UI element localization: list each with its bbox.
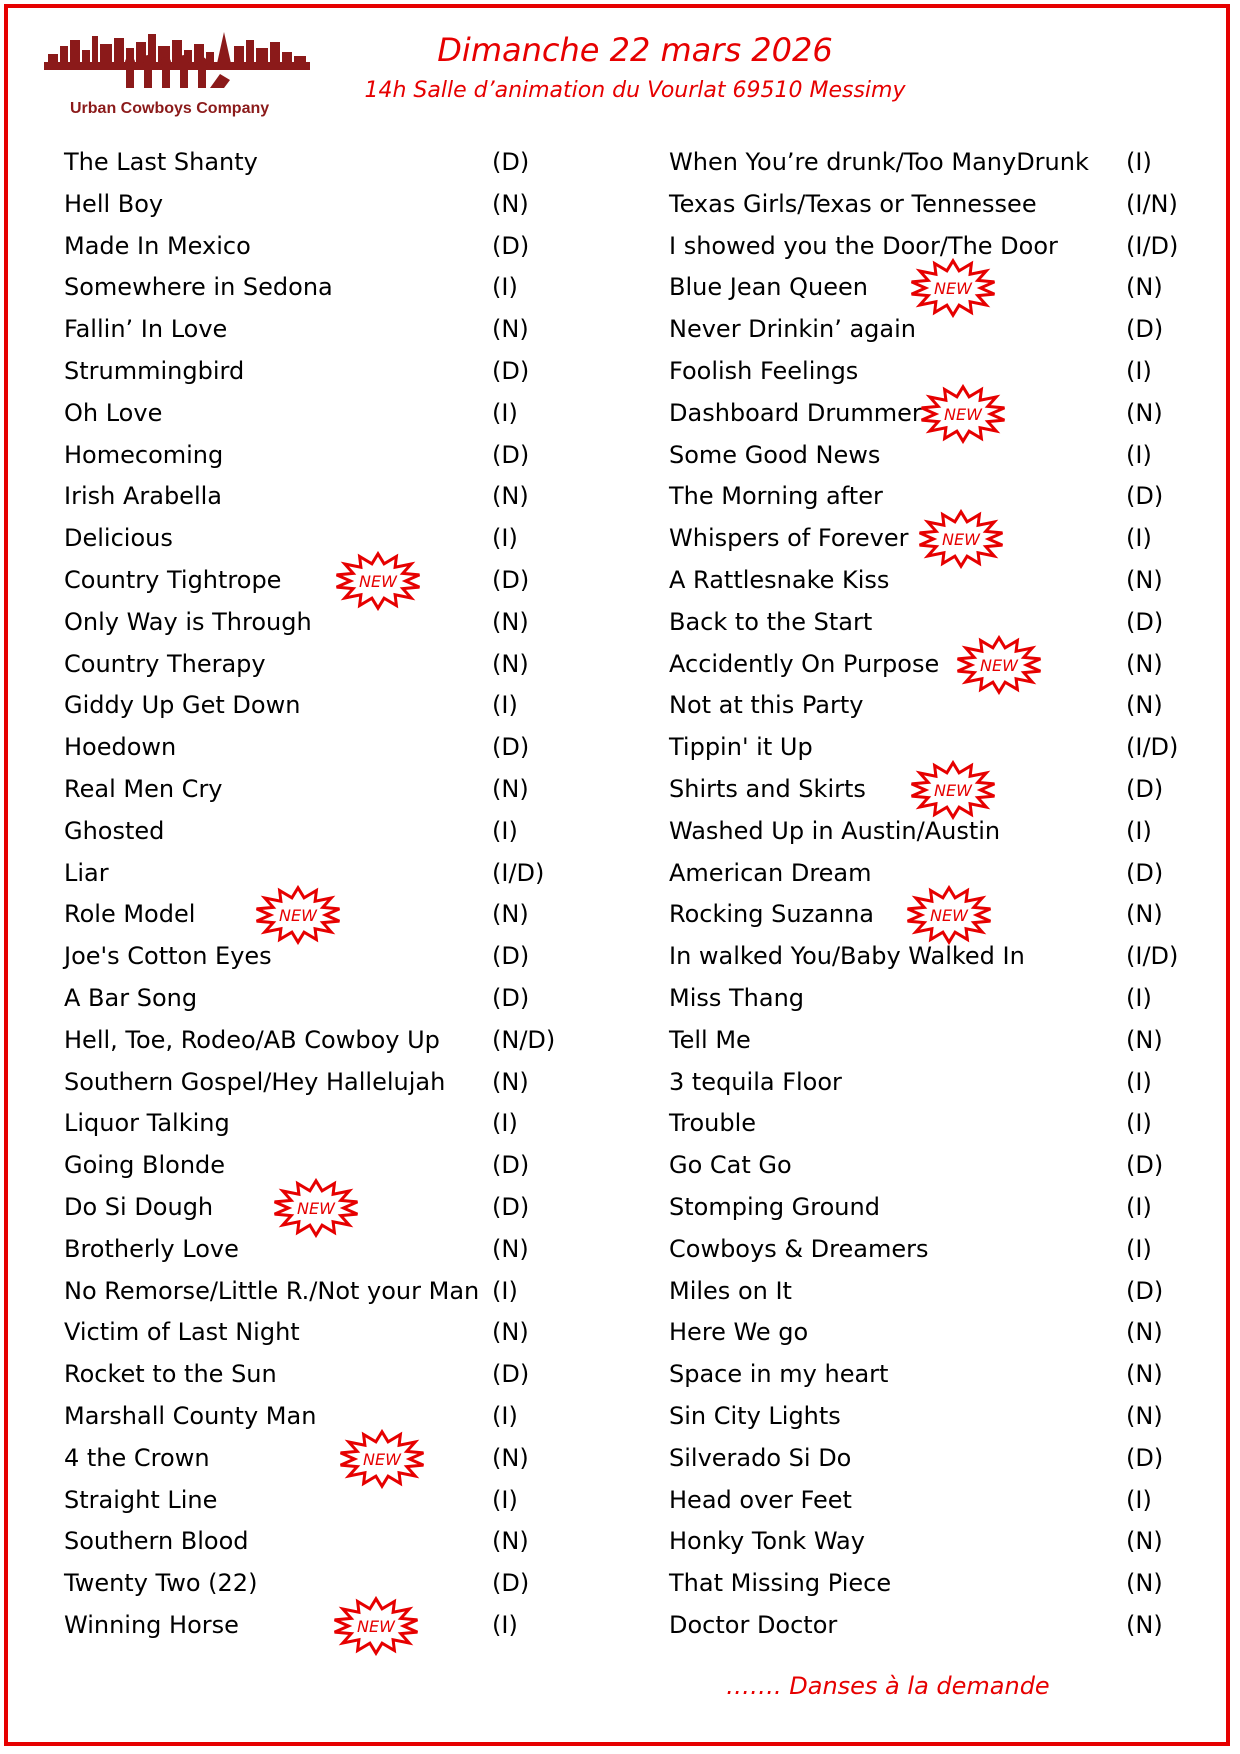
dance-row	[669, 978, 1209, 1020]
dance-level-code: (D)	[1126, 315, 1164, 344]
dance-level-code: (D)	[492, 440, 530, 469]
dance-row	[669, 309, 1209, 351]
dance-level-code: (D)	[1126, 607, 1164, 636]
dance-row	[669, 1271, 1209, 1313]
dance-level-code: (I)	[492, 1401, 518, 1430]
dance-level-code: (D)	[492, 733, 530, 762]
dance-name: Rocking Suzanna	[669, 900, 874, 929]
dance-level-code: (I)	[492, 1610, 518, 1639]
dance-name: Never Drinkin’ again	[669, 315, 916, 344]
dance-name: Washed Up in Austin/Austin	[669, 816, 1001, 845]
dance-name: Victim of Last Night	[64, 1318, 300, 1347]
dance-level-code: (N)	[492, 900, 529, 929]
dance-name: Liquor Talking	[64, 1109, 230, 1138]
dance-row	[64, 727, 584, 769]
dance-level-code: (N)	[1126, 565, 1163, 594]
new-badge-text: NEW	[930, 906, 968, 926]
dance-row	[669, 811, 1209, 853]
dance-row	[64, 1020, 584, 1062]
dance-name: Hoedown	[64, 733, 177, 762]
dance-name: A Bar Song	[64, 983, 198, 1012]
dance-row	[669, 644, 1209, 686]
dance-level-code: (I/N)	[1126, 189, 1178, 218]
dance-row	[64, 685, 584, 727]
dance-name: Strummingbird	[64, 356, 245, 385]
dance-row	[669, 685, 1209, 727]
dance-level-code: (N)	[492, 1234, 529, 1263]
dance-row	[64, 560, 584, 602]
dance-level-code: (I/D)	[1126, 942, 1179, 971]
dance-name: Joe's Cotton Eyes	[64, 942, 272, 971]
dance-name: Foolish Feelings	[669, 356, 859, 385]
new-badge-text: NEW	[357, 1616, 395, 1636]
dance-row	[669, 1563, 1209, 1605]
dance-level-code: (I)	[492, 1109, 518, 1138]
event-venue: 14h Salle d’animation du Vourlat 69510 Messimy	[364, 78, 906, 103]
dance-level-code: (I/D)	[1126, 733, 1179, 762]
dance-level-code: (D)	[492, 565, 530, 594]
dance-level-code: (D)	[492, 148, 530, 176]
dance-row	[669, 267, 1209, 309]
skyline-logo-icon	[44, 32, 310, 102]
dance-name: Rocket to the Sun	[64, 1360, 277, 1389]
dance-level-code: (N)	[1126, 1401, 1163, 1430]
dance-list-left	[64, 142, 584, 1647]
dance-level-code: (N)	[492, 607, 529, 636]
dance-name: Some Good News	[669, 440, 881, 469]
dance-row	[64, 267, 584, 309]
dance-name: Accidently On Purpose	[669, 649, 940, 678]
new-badge-text: NEW	[980, 655, 1018, 675]
dance-name: Here We go	[669, 1318, 809, 1347]
dance-name: Dashboard Drummer	[669, 398, 922, 427]
dance-row	[64, 142, 584, 184]
dance-name: Role Model	[64, 900, 196, 929]
dance-row	[64, 1312, 584, 1354]
dance-level-code: (I)	[492, 691, 518, 720]
dance-level-code: (I)	[1126, 1109, 1152, 1138]
dance-level-code: (N)	[1126, 273, 1163, 302]
dance-row	[64, 226, 584, 268]
dance-level-code: (D)	[1126, 482, 1164, 511]
dance-level-code: (D)	[492, 942, 530, 971]
new-badge-text: NEW	[934, 780, 972, 800]
dance-level-code: (I)	[1126, 524, 1152, 553]
event-date-title: Dimanche 22 mars 2026	[437, 31, 833, 69]
dance-level-code: (D)	[492, 1192, 530, 1221]
new-badge-text: NEW	[934, 279, 972, 299]
dance-level-code: (N)	[1126, 1610, 1163, 1639]
dance-name: Honky Tonk Way	[669, 1527, 865, 1556]
dance-row	[64, 1062, 584, 1104]
dance-level-code: (N)	[492, 189, 529, 218]
dance-level-code: (I)	[1126, 1067, 1152, 1096]
dance-name: Oh Love	[64, 398, 163, 427]
dance-name: Fallin’ In Love	[64, 315, 228, 344]
dance-row	[64, 1271, 584, 1313]
dance-row	[64, 1229, 584, 1271]
dance-row	[64, 644, 584, 686]
dance-name: Homecoming	[64, 440, 224, 469]
dance-row	[64, 1187, 584, 1229]
dance-row	[669, 1354, 1209, 1396]
dance-name: Space in my heart	[669, 1360, 889, 1389]
dance-row	[64, 393, 584, 435]
dance-row	[64, 602, 584, 644]
dance-name: Head over Feet	[669, 1485, 852, 1514]
dance-name: Going Blonde	[64, 1151, 226, 1180]
dance-name: Tippin' it Up	[669, 733, 813, 762]
dance-name: Miss Thang	[669, 983, 805, 1012]
dance-name: American Dream	[669, 858, 872, 887]
dance-name: Doctor Doctor	[669, 1610, 838, 1639]
dance-level-code: (I)	[1126, 816, 1152, 845]
dance-row	[64, 476, 584, 518]
dance-name: Tell Me	[669, 1025, 751, 1054]
new-badge-text: NEW	[942, 530, 980, 550]
dance-name: Southern Blood	[64, 1527, 249, 1556]
dance-row	[669, 393, 1209, 435]
dance-level-code: (I)	[492, 524, 518, 553]
dance-name: Texas Girls/Texas or Tennessee	[669, 189, 1037, 218]
dance-name: Country Tightrope	[64, 565, 282, 594]
dance-row	[669, 1605, 1209, 1647]
dance-level-code: (I)	[492, 816, 518, 845]
dance-name: Delicious	[64, 524, 173, 553]
dance-name: Giddy Up Get Down	[64, 691, 301, 720]
dance-level-code: (N)	[492, 482, 529, 511]
dance-name: Cowboys & Dreamers	[669, 1234, 929, 1263]
dance-row	[669, 560, 1209, 602]
dance-name: Irish Arabella	[64, 482, 222, 511]
dance-name: Do Si Dough	[64, 1192, 214, 1221]
dance-name: Somewhere in Sedona	[64, 273, 333, 302]
dance-row	[669, 1480, 1209, 1522]
dance-name: Go Cat Go	[669, 1151, 792, 1180]
dance-name: Straight Line	[64, 1485, 218, 1514]
dance-level-code: (I/D)	[492, 858, 545, 887]
dance-name: When You’re drunk/Too ManyDrunk	[669, 148, 1089, 176]
dance-level-code: (I)	[492, 398, 518, 427]
dance-level-code: (I)	[1126, 148, 1152, 176]
dance-row	[64, 894, 584, 936]
dance-name: Marshall County Man	[64, 1401, 317, 1430]
dance-row	[64, 811, 584, 853]
dance-level-code: (I)	[1126, 1234, 1152, 1263]
dance-name: Ghosted	[64, 816, 165, 845]
dance-level-code: (I)	[1126, 1485, 1152, 1514]
dance-name: Stomping Ground	[669, 1192, 880, 1221]
dance-row	[64, 978, 584, 1020]
dance-name: Real Men Cry	[64, 774, 223, 803]
dance-name: Southern Gospel/Hey Hallelujah	[64, 1067, 446, 1096]
dance-row	[64, 184, 584, 226]
dance-name: Liar	[64, 858, 109, 887]
dance-level-code: (N)	[1126, 1360, 1163, 1389]
dance-level-code: (N/D)	[492, 1025, 556, 1054]
dance-row	[64, 1563, 584, 1605]
dance-level-code: (I/D)	[1126, 231, 1179, 260]
dance-row	[64, 518, 584, 560]
new-badge-text: NEW	[359, 571, 397, 591]
dance-level-code: (D)	[1126, 858, 1164, 887]
dance-level-code: (I)	[492, 1276, 518, 1305]
dance-level-code: (D)	[492, 1569, 530, 1598]
dance-level-code: (I)	[492, 1485, 518, 1514]
dance-row	[669, 1312, 1209, 1354]
dance-level-code: (N)	[1126, 1318, 1163, 1347]
dance-level-code: (D)	[492, 231, 530, 260]
dance-level-code: (N)	[492, 1067, 529, 1096]
dance-name: Miles on It	[669, 1276, 792, 1305]
dance-name: Trouble	[669, 1109, 757, 1138]
dance-level-code: (N)	[492, 1527, 529, 1556]
dance-name: Twenty Two (22)	[64, 1569, 258, 1598]
dance-row	[64, 1354, 584, 1396]
dance-name: 4 the Crown	[64, 1443, 210, 1472]
new-badge-icon	[328, 1596, 424, 1656]
dance-row	[669, 1145, 1209, 1187]
dance-level-code: (N)	[492, 774, 529, 803]
dance-row	[669, 1396, 1209, 1438]
dance-level-code: (N)	[1126, 398, 1163, 427]
dance-name: Shirts and Skirts	[669, 774, 866, 803]
dance-name: I showed you the Door/The Door	[669, 231, 1058, 260]
dance-name: Only Way is Through	[64, 607, 312, 636]
dance-name: Brotherly Love	[64, 1234, 239, 1263]
dance-name: In walked You/Baby Walked In	[669, 942, 1025, 971]
dance-row	[669, 1103, 1209, 1145]
dance-row	[64, 1103, 584, 1145]
dance-row	[64, 936, 584, 978]
dance-name: Whispers of Forever	[669, 524, 909, 553]
dance-level-code: (D)	[1126, 1151, 1164, 1180]
dance-row	[64, 1438, 584, 1480]
dance-row	[669, 894, 1209, 936]
dance-name: 3 tequila Floor	[669, 1067, 842, 1096]
dance-level-code: (N)	[1126, 1569, 1163, 1598]
dance-row	[64, 435, 584, 477]
dance-level-code: (D)	[492, 983, 530, 1012]
dance-list-right	[669, 142, 1209, 1647]
dance-row	[669, 1062, 1209, 1104]
dance-level-code: (D)	[492, 1360, 530, 1389]
dance-level-code: (N)	[1126, 1527, 1163, 1556]
dance-name: Made In Mexico	[64, 231, 251, 260]
dance-name: A Rattlesnake Kiss	[669, 565, 890, 594]
dance-row	[669, 1438, 1209, 1480]
new-badge-text: NEW	[944, 404, 982, 424]
dance-row	[669, 1521, 1209, 1563]
dance-name: Country Therapy	[64, 649, 266, 678]
dance-level-code: (I)	[1126, 356, 1152, 385]
new-badge-text: NEW	[297, 1198, 335, 1218]
dance-row	[669, 1229, 1209, 1271]
dance-level-code: (N)	[1126, 1025, 1163, 1054]
dance-level-code: (N)	[492, 1318, 529, 1347]
dance-level-code: (N)	[492, 649, 529, 678]
dance-row	[64, 1396, 584, 1438]
company-logo	[44, 32, 310, 122]
dance-level-code: (D)	[1126, 1276, 1164, 1305]
dance-name: The Last Shanty	[64, 148, 258, 176]
dance-name: Silverado Si Do	[669, 1443, 852, 1472]
dance-name: Back to the Start	[669, 607, 873, 636]
dance-level-code: (D)	[492, 356, 530, 385]
dance-name: Hell, Toe, Rodeo/AB Cowboy Up	[64, 1025, 440, 1054]
dance-row	[64, 769, 584, 811]
dance-name: Hell Boy	[64, 189, 164, 218]
dance-row	[64, 1605, 584, 1647]
dance-level-code: (D)	[1126, 774, 1164, 803]
dance-level-code: (I)	[1126, 1192, 1152, 1221]
dance-level-code: (N)	[1126, 649, 1163, 678]
dance-name: That Missing Piece	[669, 1569, 892, 1598]
dance-row	[64, 1521, 584, 1563]
dance-level-code: (I)	[1126, 440, 1152, 469]
dance-level-code: (D)	[1126, 1443, 1164, 1472]
dance-row	[669, 518, 1209, 560]
new-badge-text: NEW	[279, 906, 317, 926]
dance-row	[669, 769, 1209, 811]
dance-level-code: (N)	[1126, 691, 1163, 720]
dance-row	[669, 1020, 1209, 1062]
dance-row	[64, 351, 584, 393]
dance-row	[669, 936, 1209, 978]
dance-level-code: (N)	[1126, 900, 1163, 929]
dance-name: The Morning after	[669, 482, 883, 511]
dance-level-code: (N)	[492, 315, 529, 344]
dance-row	[669, 435, 1209, 477]
dance-row	[64, 309, 584, 351]
dance-level-code: (N)	[492, 1443, 529, 1472]
dance-row	[669, 142, 1209, 184]
footer-note: ……. Danses à la demande	[726, 1672, 1050, 1700]
dance-level-code: (D)	[492, 1151, 530, 1180]
dance-name: Not at this Party	[669, 691, 864, 720]
dance-name: Blue Jean Queen	[669, 273, 868, 302]
dance-level-code: (I)	[1126, 983, 1152, 1012]
dance-level-code: (I)	[492, 273, 518, 302]
dance-row	[669, 1187, 1209, 1229]
dance-name: No Remorse/Little R./Not your Man	[64, 1276, 480, 1305]
new-badge-text: NEW	[363, 1449, 401, 1469]
dance-name: Winning Horse	[64, 1610, 239, 1639]
dance-row	[669, 602, 1209, 644]
dance-name: Sin City Lights	[669, 1401, 841, 1430]
dance-row	[64, 1480, 584, 1522]
dance-row	[669, 184, 1209, 226]
company-name: Urban Cowboys Company	[70, 100, 270, 117]
